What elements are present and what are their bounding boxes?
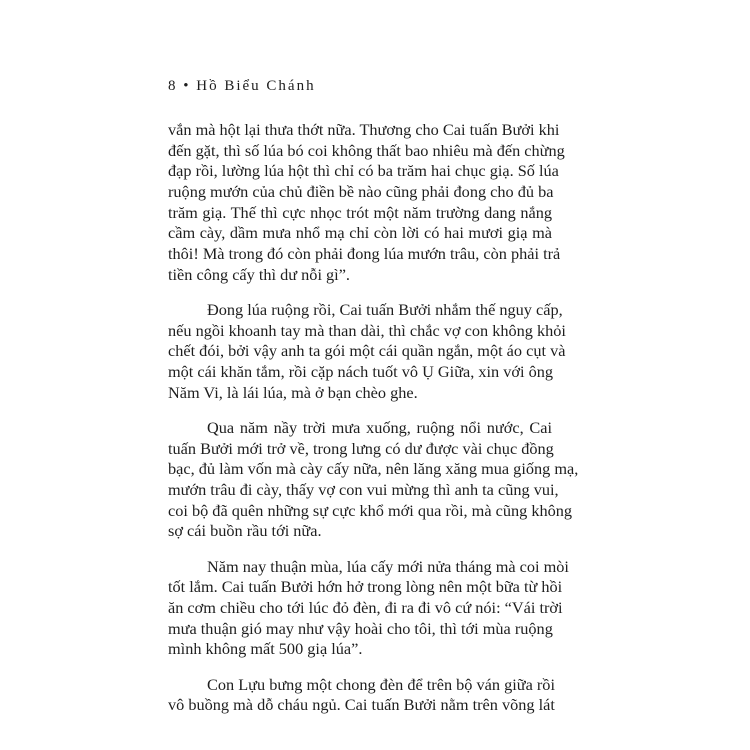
text-line: đến gặt, thì số lúa bó coi không thất bao nhiêu mà đến chừng bbox=[168, 140, 565, 160]
text-line: nếu ngồi khoanh tay mà than dài, thì chắc vợ con không khỏi bbox=[168, 320, 566, 340]
text-line: tốt lắm. Cai tuấn Bưởi hớn hở trong lòng nên một bữa từ hồi bbox=[168, 577, 563, 597]
paragraph bbox=[168, 556, 569, 660]
author-name: Hồ Biểu Chánh bbox=[196, 78, 316, 94]
text-line: vắn mà hột lại thưa thớt nữa. Thương cho Cai tuấn Bưởi khi bbox=[168, 120, 560, 139]
text-line: coi bộ đã quên những sự cực khổ mới qua rồi, mà cũng không bbox=[168, 500, 573, 520]
paragraph bbox=[168, 300, 566, 403]
text-line: Năm nay thuận mùa, lúa cấy mới nửa tháng mà coi mòi bbox=[207, 556, 569, 576]
text-line: ăn cơm chiều cho tới lúc đỏ đèn, đi ra đi vô cứ nói: “Vái trời bbox=[168, 597, 563, 617]
text-line: mình không mất 500 giạ lúa”. bbox=[168, 639, 363, 659]
text-line: tuấn Bưởi mới trở về, trong lưng có dư được vài chục đồng bbox=[168, 438, 554, 458]
text-line: bạc, đủ làm vốn mà cày cấy nữa, nên lăng xăng mua giống mạ, bbox=[168, 459, 579, 479]
text-line: thôi! Mà trong đó còn phải đong lúa mướn trâu, còn phải trả bbox=[168, 244, 561, 264]
text-line: trăm giạ. Thế thì cực nhọc trót một năm trường dang nắng bbox=[168, 202, 552, 222]
paragraph bbox=[168, 674, 555, 716]
text-line: vô buồng mà dỗ cháu ngủ. Cai tuấn Bưởi nằm trên võng lát bbox=[168, 695, 555, 715]
text-line: mưa thuận gió may như vậy hoài cho tôi, thì tới mùa ruộng bbox=[168, 618, 553, 638]
page-body-text bbox=[168, 120, 579, 716]
text-line: ruộng mướn của chủ điền bề nào cũng phải đong cho đủ ba bbox=[168, 182, 554, 202]
text-line: sợ cái buồn rầu tới nữa. bbox=[168, 521, 322, 541]
running-header bbox=[168, 76, 316, 96]
header-separator: • bbox=[183, 78, 191, 94]
text-line: tiền công cấy thì dư nỗi gì”. bbox=[168, 264, 350, 284]
text-line: Đong lúa ruộng rồi, Cai tuấn Bưởi nhắm thế nguy cấp, bbox=[207, 300, 563, 319]
text-line: một cái khăn tắm, rồi cặp nách tuốt vô Ụ Giữa, xin với ông bbox=[168, 362, 554, 382]
text-line: mướn trâu đi cày, thấy vợ con vui mừng thì anh ta cũng vui, bbox=[168, 480, 559, 499]
text-line: cầm cày, dầm mưa nhổ mạ chỉ còn lời có hai mươi giạ mà bbox=[168, 223, 552, 243]
text-line: Năm Vi, là lái lúa, mà ở bạn chèo ghe. bbox=[168, 382, 418, 402]
page-number: 8 bbox=[168, 78, 178, 94]
paragraph bbox=[168, 417, 579, 542]
text-line: đạp rồi, lường lúa hột thì chỉ có ba trăm hai chục giạ. Số lúa bbox=[168, 161, 559, 181]
text-line: Con Lựu bưng một chong đèn để trên bộ ván giữa rồi bbox=[207, 674, 555, 694]
text-line: chết đói, bởi vậy anh ta gói một cái quần ngắn, một áo cụt và bbox=[168, 341, 566, 361]
paragraph bbox=[168, 120, 565, 286]
text-line: Qua năm nầy trời mưa xuống, ruộng nổi nước, Cai bbox=[207, 417, 552, 437]
